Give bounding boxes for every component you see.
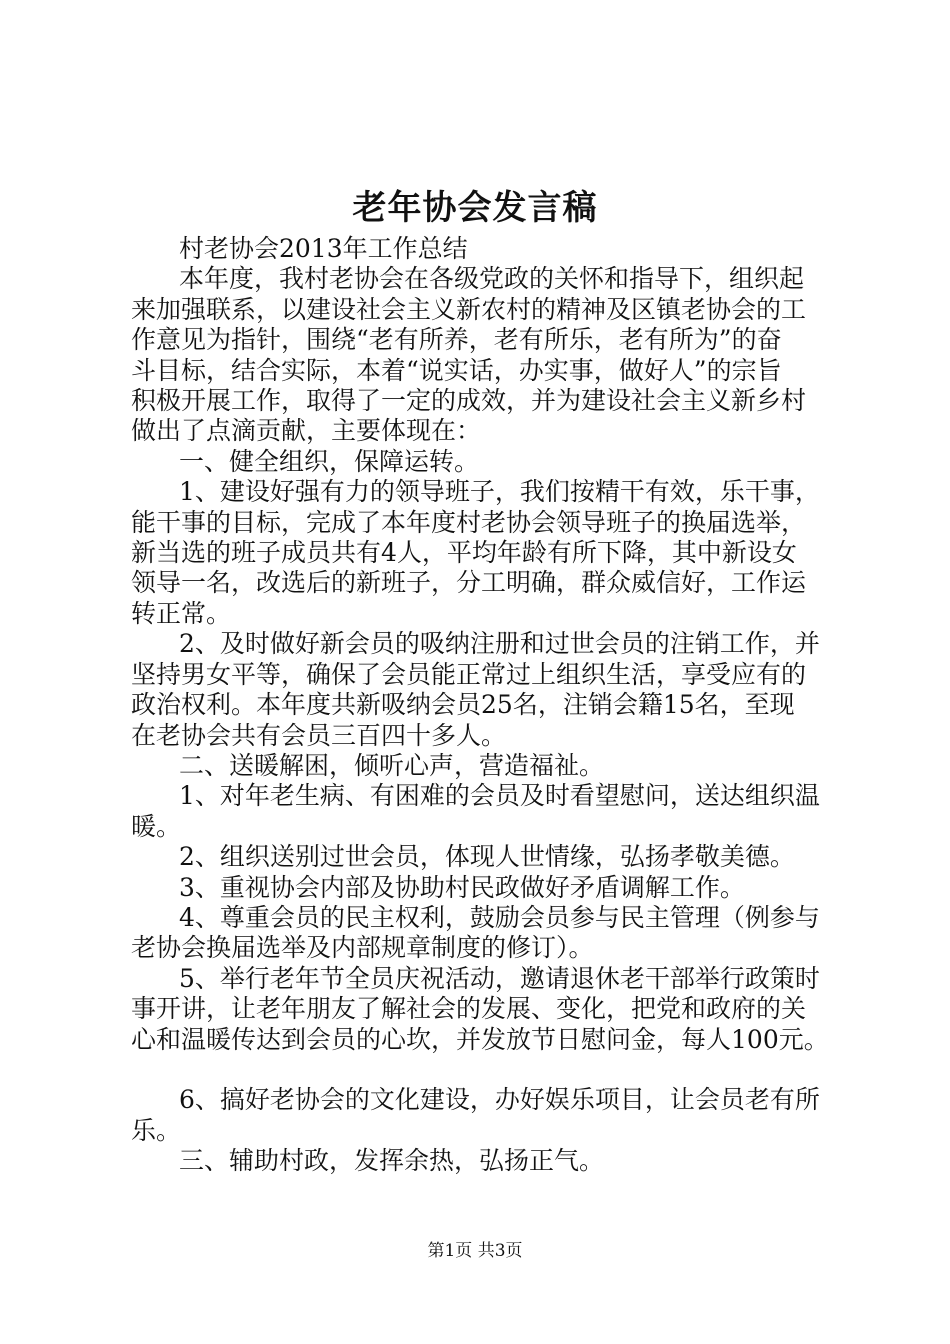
text-line: 作意见为指针，围绕“老有所养，老有所乐，老有所为”的奋	[131, 325, 782, 355]
text-line: 3、重视协会内部及协助村民政做好矛盾调解工作。	[179, 872, 745, 902]
text-line: 乐。	[131, 1115, 182, 1145]
text-line: 转正常。	[131, 598, 232, 628]
text-line: 老协会换届选举及内部规章制度的修订）。	[131, 933, 594, 963]
text-line: 积极开展工作，取得了一定的成效，并为建设社会主义新乡村	[131, 386, 807, 416]
text-line: 4、尊重会员的民主权利，鼓励会员参与民主管理（例参与	[179, 902, 820, 932]
document-title: 老年协会发言稿	[352, 188, 598, 228]
text-line: 5、举行老年节全员庆祝活动，邀请退休老干部举行政策时	[179, 963, 820, 993]
text-line: 政治权利。本年度共新吸纳会员25名，注销会籍15名，至现	[131, 690, 795, 720]
document-body	[131, 234, 831, 1177]
text-line: 事开讲，让老年朋友了解社会的发展、变化，把党和政府的关	[131, 994, 807, 1024]
text-line: 2、及时做好新会员的吸纳注册和过世会员的注销工作，并	[179, 629, 820, 659]
text-line: 在老协会共有会员三百四十多人。	[131, 720, 507, 750]
text-line: 来加强联系，以建设社会主义新农村的精神及区镇老协会的工	[131, 294, 807, 324]
text-line: 1、对年老生病、有困难的会员及时看望慰问，送达组织温	[179, 781, 820, 811]
text-line: 心和温暖传达到会员的心坎，并发放节日慰问金，每人100元。	[131, 1024, 829, 1054]
text-line: 一、健全组织，保障运转。	[179, 446, 480, 476]
page-footer: 第1页 共3页	[427, 1241, 523, 1261]
text-line: 做出了点滴贡献，主要体现在：	[131, 416, 482, 446]
text-line: 斗目标，结合实际，本着“说实话，办实事，做好人”的宗旨	[131, 355, 782, 385]
text-line: 领导一名，改选后的新班子，分工明确，群众威信好，工作运	[131, 568, 807, 598]
text-line: 1、建设好强有力的领导班子，我们按精干有效，乐干事，	[179, 477, 820, 507]
text-line: 暖。	[131, 811, 182, 841]
blank-line	[131, 1055, 831, 1085]
text-line: 二、送暖解困，倾听心声，营造福祉。	[179, 750, 605, 780]
text-line: 坚持男女平等，确保了会员能正常过上组织生活，享受应有的	[131, 659, 807, 689]
text-line: 6、搞好老协会的文化建设，办好娱乐项目，让会员老有所	[179, 1085, 820, 1115]
text-line: 三、辅助村政，发挥余热，弘扬正气。	[179, 1146, 605, 1176]
text-line: 本年度，我村老协会在各级党政的关怀和指导下，组织起	[179, 264, 805, 294]
text-line: 新当选的班子成员共有4人，平均年龄有所下降，其中新设女	[131, 538, 797, 568]
text-line: 2、组织送别过世会员，体现人世情缘，弘扬孝敬美德。	[179, 842, 795, 872]
text-line: 能干事的目标，完成了本年度村老协会领导班子的换届选举，	[131, 507, 807, 537]
text-line: 村老协会2013年工作总结	[179, 234, 468, 263]
